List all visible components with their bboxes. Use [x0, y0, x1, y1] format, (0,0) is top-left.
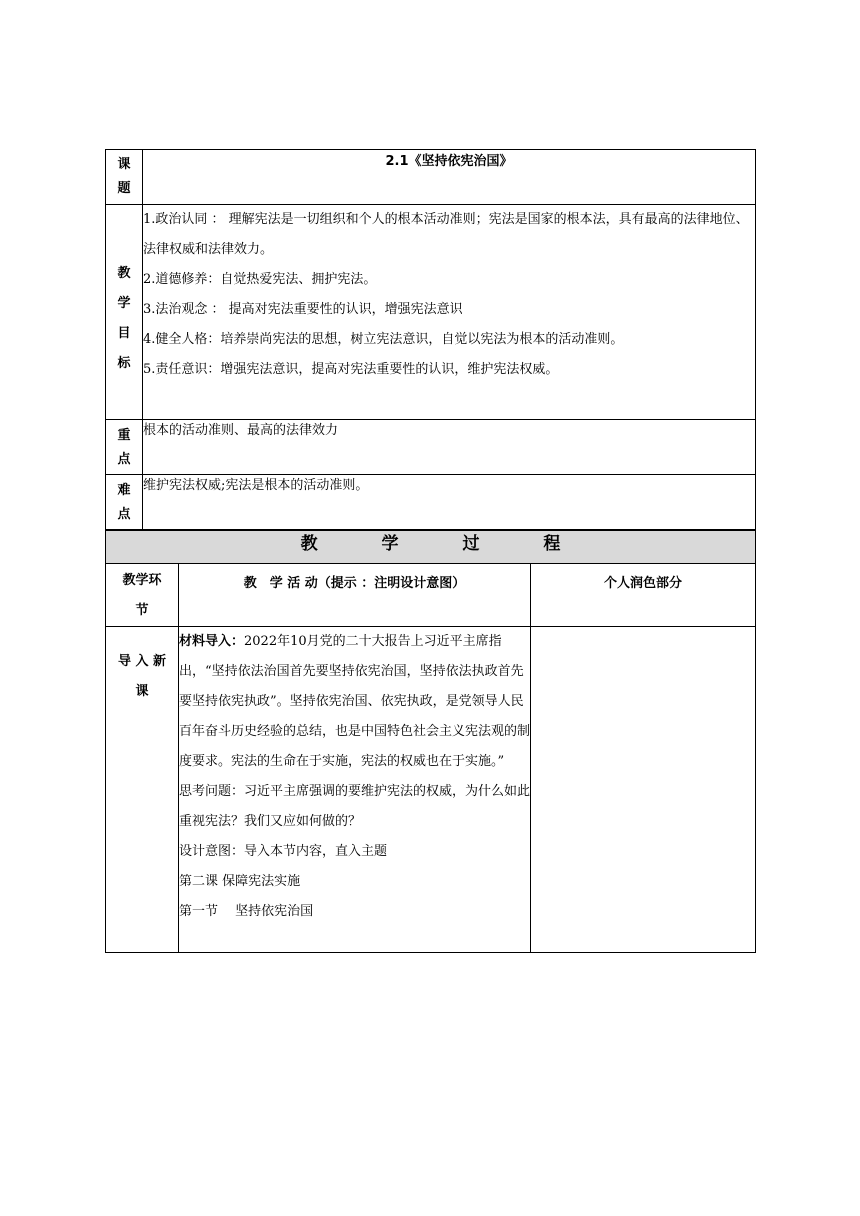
goals-label: [106, 205, 143, 420]
personal-cell[interactable]: [531, 627, 756, 953]
lesson-label: [106, 150, 143, 205]
key-points-text: 根本的活动准则、最高的法律效力: [143, 420, 756, 475]
process-table: [105, 530, 756, 953]
personal-header: 个人润色部分: [531, 564, 756, 627]
goal-item: 2.道德修养：自觉热爱宪法、拥护宪法。: [143, 272, 377, 287]
key-points-label-char: 重: [117, 428, 131, 443]
goals-content: [143, 205, 756, 420]
process-title-char: 学: [381, 534, 399, 554]
goals-label-char: 教: [117, 266, 131, 281]
difficulties-label-char: 难: [117, 483, 131, 498]
activity-intro: [179, 627, 530, 777]
activity-design-intent: 设计意图：导入本节内容，直入主题: [179, 844, 388, 859]
process-title-char: 过: [462, 534, 480, 554]
process-title-char: 教: [300, 534, 318, 554]
difficulties-label: [106, 475, 143, 530]
activity-question: 思考问题：习近平主席强调的要维护宪法的权威，为什么如此重视宪法？我们又应如何做的？: [179, 784, 531, 829]
lesson-info-table: [105, 149, 756, 530]
goal-item: 1.政治认同 ： 理解宪法是一切组织和个人的根本活动准则；宪法是国家的根本法，具有最高的法律地位、法律权威和法律效力。: [143, 212, 749, 257]
activity-section-line: 第一节 坚持依宪治国: [179, 904, 314, 919]
lesson-label-char: 课: [117, 157, 131, 172]
goal-item: 5.责任意识：增强宪法意识，提高对宪法重要性的认识，维护宪法权威。: [143, 362, 559, 377]
stage-header: [106, 564, 179, 627]
goals-label-char: 标: [117, 356, 131, 371]
activity-lead: 材料导入：: [179, 634, 245, 649]
key-points-label: [106, 420, 143, 475]
activity-header: 教 学 活 动（提示 ：注明设计意图）: [179, 564, 531, 627]
process-title: [106, 531, 756, 564]
goals-label-char: 目: [117, 326, 131, 341]
goal-item: 4.健全人格：培养崇尚宪法的思想，树立宪法意识，自觉以宪法为根本的活动准则。: [143, 332, 624, 347]
activity-cell: [179, 627, 531, 953]
activity-text: 2022年10月党的二十大报告上习近平主席指出，“坚持依法治国首先要坚持依宪治国，坚持依法执政首先要坚持依宪执政”。坚持依宪治国、依宪执政，是党领导人民百年奋斗历史经验的总结，也是中国特色社会主义宪法观的制度要求。宪法的生命在于实施，宪法的权威也在于实施。”: [179, 634, 531, 769]
stage-cell: 导 入 新 课: [106, 627, 179, 953]
goals-label-char: 学: [117, 296, 131, 311]
process-title-char: 程: [543, 534, 561, 554]
lesson-label-char: 题: [117, 181, 131, 196]
activity-lesson-line: 第二课 保障宪法实施: [179, 874, 301, 889]
stage-header-line: 节: [135, 603, 149, 618]
difficulties-label-char: 点: [117, 507, 131, 522]
goal-item: 3.法治观念 ： 提高对宪法重要性的认识，增强宪法意识: [143, 302, 463, 317]
key-points-label-char: 点: [117, 452, 131, 467]
stage-header-line: 教学环: [122, 573, 162, 588]
lesson-title: 2.1《坚持依宪治国》: [143, 150, 756, 205]
difficulties-text: 维护宪法权威;宪法是根本的活动准则。: [143, 475, 756, 530]
